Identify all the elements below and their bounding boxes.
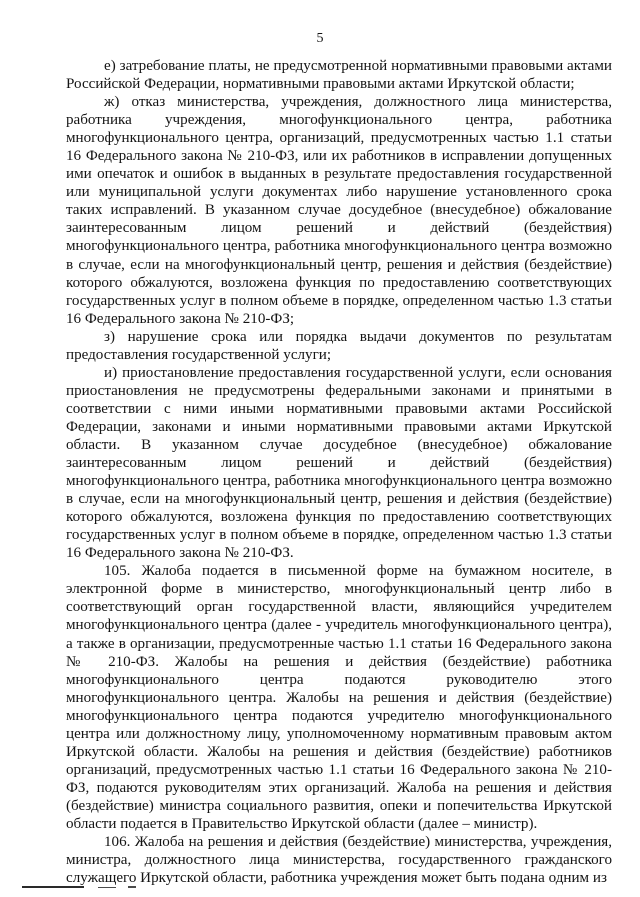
paragraph-106: 106. Жалоба на решения и действия (бездействие) министерства, учреждения, министра, должностного лица министерства, государственного гражданского служащего Иркутской области, работника учреждения может быть подана одним из [66,834,612,887]
scan-artifact-line [128,886,136,888]
paragraph-item-e: е) затребование платы, не предусмотренной нормативными правовыми актами Российской Федерации, нормативными правовыми актами Иркутской области; [66,58,612,93]
scan-artifact-line [98,887,116,888]
paragraph-item-zh: ж) отказ министерства, учреждения, должностного лица министерства, работника учреждения, многофункционального центра, работника многофункционального центра, организаций, предусмотренных частью 1.1 статьи 16 Федерального закона № 210-ФЗ, или их работников в исправлении допущенных ими опечаток и ошибок в выданных в результате предоставления государственной или муниципальной услуги документах либо нарушение установленного срока таких исправлений. В указанном случае досудебное (внесудебное) обжалование заинтересованным лицом решений и действий (бездействия) многофункционального центра, работника многофункционального центра возможно в случае, если на многофункциональный центр, решения и действия (бездействие) которого обжалуются, возложена функция по предоставлению соответствующих государственных услуг в полном объеме в порядке, определенном частью 1.3 статьи 16 Федерального закона № 210-ФЗ; [66,94,612,327]
paragraph-105: 105. Жалоба подается в письменной форме на бумажном носителе, в электронной форме в министерство, многофункциональный центр либо в соответствующий орган государственной власти, являющийся учредителем многофункционального центра (далее - учредитель многофункционального центра), а также в организации, предусмотренные частью 1.1 статьи 16 Федерального закона № 210-ФЗ. Жалобы на решения и действия (бездействие) работника многофункционального центра подаются руководителю этого многофункционального центра. Жалобы на решения и действия (бездействие) многофункционального центра подаются учредителю многофункционального центра или должностному лицу, уполномоченному нормативным правовым актом Иркутской области. Жалобы на решения и действия (бездействие) работников организаций, предусмотренных частью 1.1 статьи 16 Федерального закона № 210-ФЗ, подаются руководителям этих организаций. Жалоба на решения и действия (бездействие) министра социального развития, опеки и попечительства Иркутской области подается в Правительство Иркутской области (далее – министр). [66,563,612,832]
document-body [66,57,612,887]
scan-artifact-line [22,886,84,888]
paragraph-item-i: и) приостановление предоставления государственной услуги, если основания приостановления не предусмотрены федеральными законами и принятыми в соответствии с ними иными нормативными правовыми актами Российской Федерации, законами и иными нормативными правовыми актами Иркутской области. В указанном случае досудебное (внесудебное) обжалование заинтересованным лицом решений и действий (бездействия) многофункционального центра, работника многофункционального центра возможно в случае, если на многофункциональный центр, решения и действия (бездействие) которого обжалуются, возложена функция по предоставлению соответствующих государственных услуг в полном объеме в порядке, определенном частью 1.3 статьи 16 Федерального закона № 210-ФЗ. [66,364,612,562]
paragraph-item-z: з) нарушение срока или порядка выдачи документов по результатам предоставления государственной услуги; [66,328,612,363]
page-number: 5 [316,31,324,46]
